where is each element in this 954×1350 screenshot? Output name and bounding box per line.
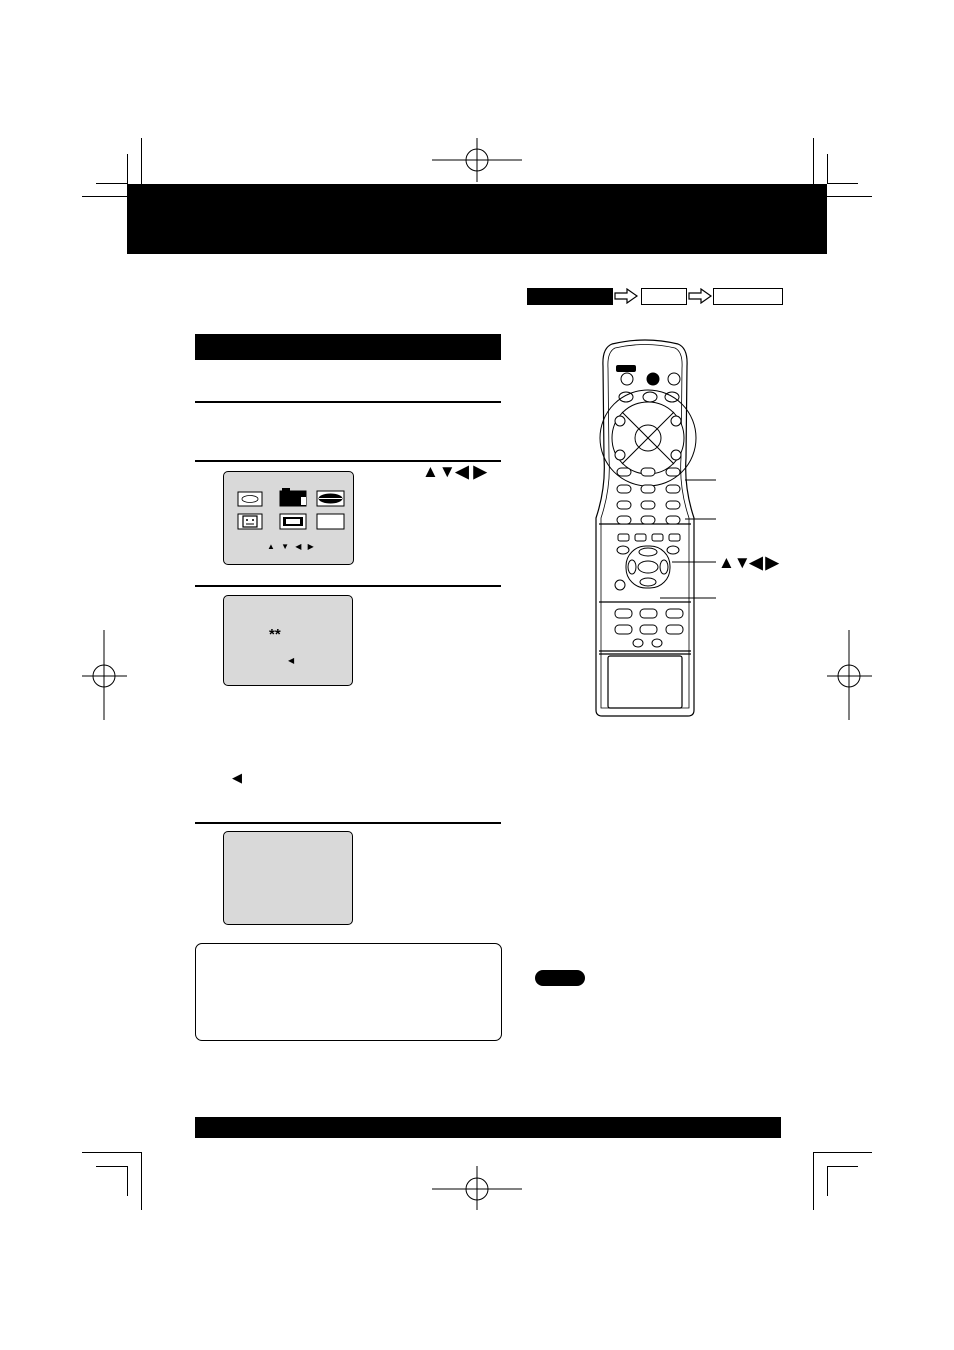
confirmation-screen — [223, 831, 353, 925]
parental-lock-icon — [238, 514, 262, 529]
setup-menu-screen — [223, 471, 354, 565]
cursor-left-icon: ◀ — [288, 656, 295, 665]
arrow-right-icon — [687, 288, 713, 304]
password-asterisks: ** — [269, 626, 281, 643]
password-entry-screen — [223, 595, 353, 686]
step-arrow-keys-label: ▲▼◀ ▶ — [422, 462, 487, 481]
video-icon — [280, 488, 306, 506]
power-label-tab — [616, 365, 636, 372]
open-button — [668, 373, 680, 385]
disc-icon — [238, 492, 262, 506]
nav-arrows-hint: ▲ ▼ ◀ ▶ — [267, 542, 316, 551]
footer-bar — [195, 1117, 781, 1138]
return-button — [615, 580, 625, 590]
audio-icon — [317, 491, 344, 506]
display-icon — [280, 514, 306, 529]
power-button — [621, 373, 633, 385]
mode-box-3 — [713, 288, 783, 305]
blank-icon — [317, 514, 344, 529]
callout-lines — [660, 470, 720, 610]
note-badge — [535, 970, 585, 986]
section-heading-bar — [195, 334, 501, 360]
arrow-right-icon — [613, 288, 639, 304]
note-box — [195, 943, 502, 1041]
mode-box-2 — [641, 288, 687, 305]
step-divider-1 — [195, 401, 501, 403]
step-divider-4 — [195, 822, 501, 824]
eject-button — [647, 373, 659, 385]
header-band — [127, 184, 827, 254]
remote-arrow-keys-label: ▲▼◀ ▶ — [718, 553, 778, 572]
step-divider-3 — [195, 585, 501, 587]
mode-box-active — [527, 288, 613, 305]
left-arrow-icon: ◀ — [232, 770, 242, 785]
